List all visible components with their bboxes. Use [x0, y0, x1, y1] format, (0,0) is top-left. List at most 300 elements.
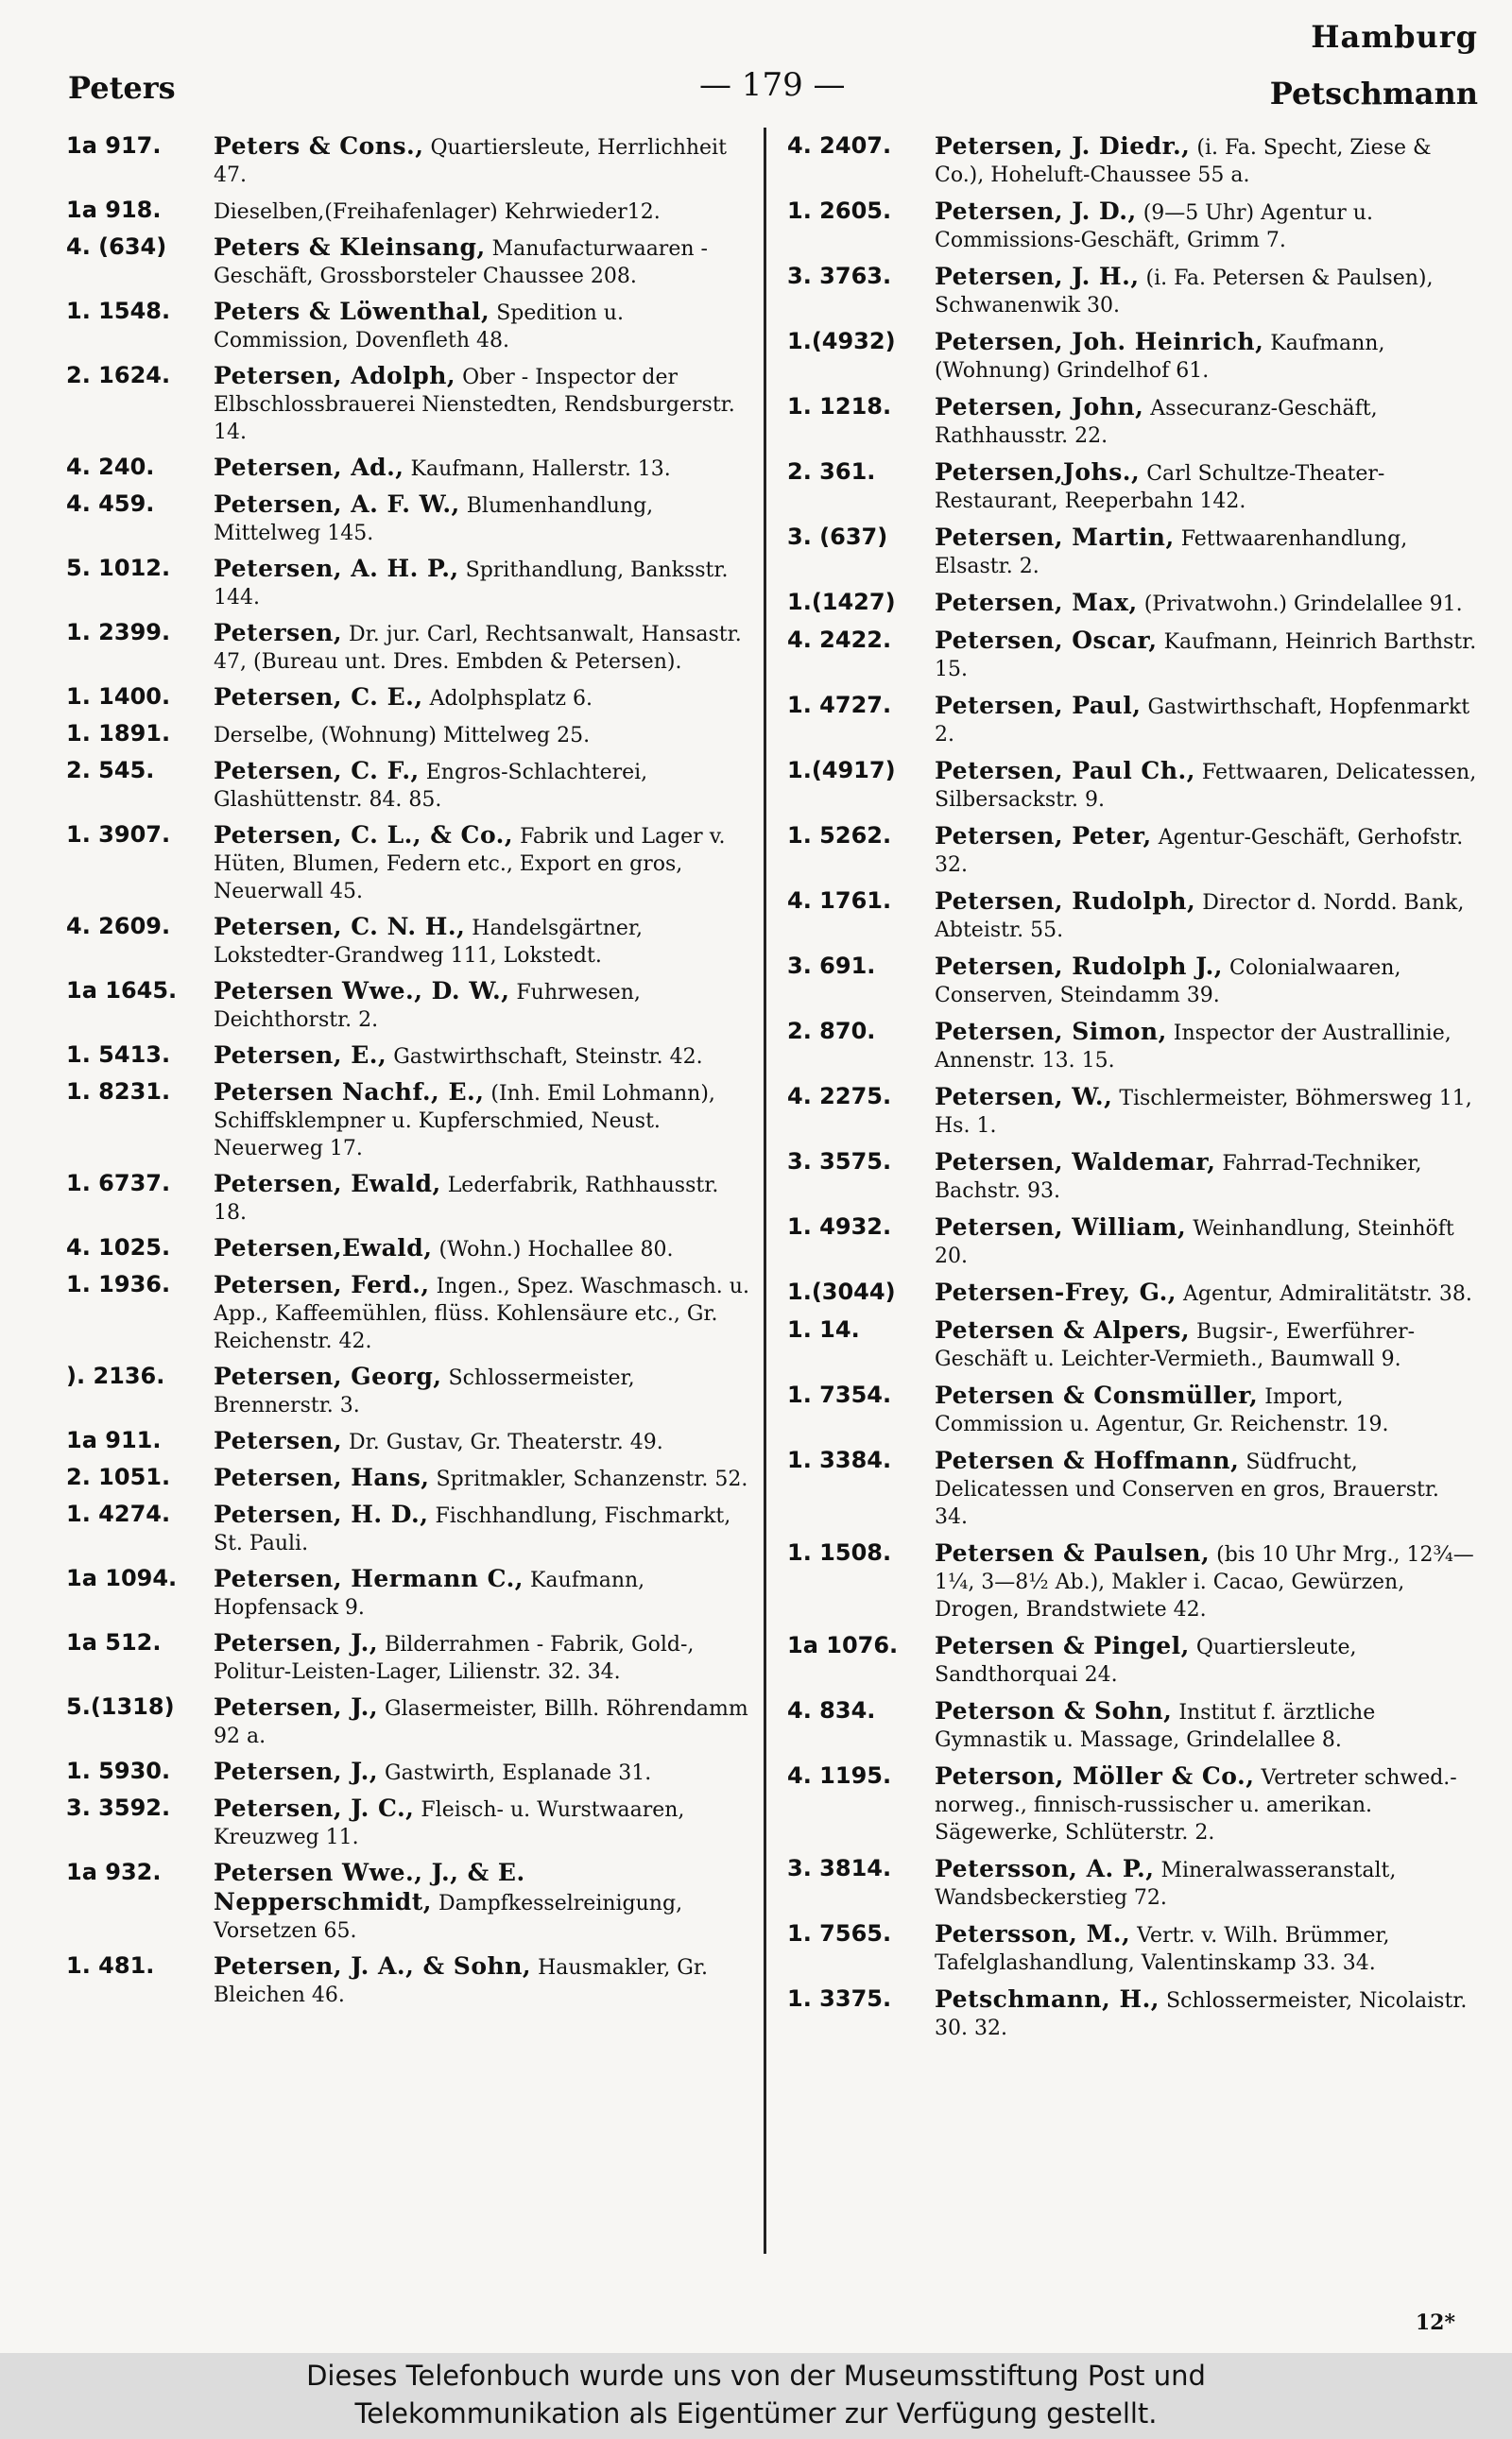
subscriber-name: Petersen, J. Diedr.,: [935, 132, 1191, 160]
directory-entry: [66, 362, 751, 446]
entry-text: [927, 692, 1477, 748]
directory-entry: [66, 619, 751, 676]
phone-number: 1. 5413.: [66, 1041, 171, 1068]
subscriber-details: Gastwirth, Esplanade 31.: [385, 1761, 652, 1785]
entry-text: [927, 1697, 1477, 1754]
entry-text: [927, 887, 1477, 944]
phone-number: 1a 932.: [66, 1859, 162, 1885]
phone-number: 1. 4274.: [66, 1501, 171, 1527]
entry-text: [927, 953, 1477, 1009]
subscriber-name: Petersen, J. D.,: [935, 198, 1137, 225]
phone-number: 1. 7354.: [787, 1382, 892, 1408]
entry-text: [206, 720, 751, 749]
left-column: [66, 132, 751, 2017]
directory-entry: [66, 821, 751, 905]
entry-text: [206, 1565, 751, 1622]
phone-number: 1.(1427): [787, 589, 896, 615]
directory-entry: [787, 1083, 1477, 1140]
phone-number: 1. 2605.: [787, 198, 892, 224]
entry-text: [206, 132, 751, 189]
entry-text: [927, 1279, 1477, 1308]
directory-entry: [66, 1041, 751, 1071]
subscriber-name: Petersen, Peter,: [935, 822, 1152, 850]
directory-entry: [66, 1629, 751, 1686]
directory-entry: [787, 627, 1477, 683]
subscriber-details: Vertreter schwed.-norweg., finnisch-russischer u. amerikan. Sägewerke, Schlüterstr. 2.: [935, 1766, 1457, 1845]
subscriber-name: Petersen & Pingel,: [935, 1632, 1190, 1659]
subscriber-details: Glasermeister, Billh. Röhrendamm 92 a.: [214, 1697, 748, 1748]
directory-entry: [66, 1952, 751, 2009]
page-number: — 179 —: [699, 66, 846, 104]
subscriber-details: Carl Schultze-Theater-Restaurant, Reeperbahn 142.: [935, 462, 1385, 513]
entry-text: [206, 1693, 751, 1750]
entry-text: [927, 822, 1477, 879]
directory-entry: [66, 1693, 751, 1750]
entry-text: [206, 298, 751, 354]
running-head-left: Peters: [68, 70, 176, 106]
phone-number: 3. (637): [787, 524, 888, 550]
subscriber-name: Petersen-Frey, G.,: [935, 1279, 1177, 1306]
entry-text: [206, 1501, 751, 1557]
subscriber-name: Petersen, John,: [935, 393, 1144, 421]
entry-text: [206, 197, 751, 226]
entry-text: [206, 362, 751, 446]
directory-entry: [787, 393, 1477, 450]
entry-text: [927, 1083, 1477, 1140]
directory-entry: [66, 1078, 751, 1162]
subscriber-name: Petersen, J. C.,: [214, 1795, 415, 1822]
directory-entry: [66, 757, 751, 814]
subscriber-details: Handelsgärtner, Lokstedter-Grandweg 111, Lokstedt.: [214, 917, 644, 968]
phone-number: 4. 459.: [66, 490, 155, 517]
phone-number: 5. 1012.: [66, 555, 171, 581]
subscriber-details: Vertr. v. Wilh. Brümmer, Tafelglashandlung, Valentinskamp 33. 34.: [935, 1924, 1390, 1975]
subscriber-details: Kaufmann, Heinrich Barthstr. 15.: [935, 630, 1477, 681]
directory-entry: [66, 683, 751, 713]
subscriber-name: Petersen, Georg,: [214, 1363, 442, 1390]
directory-entry: [787, 1447, 1477, 1531]
subscriber-name: Petersen Nachf., E.,: [214, 1078, 485, 1106]
phone-number: 2. 1624.: [66, 362, 171, 388]
subscriber-details: Derselbe, (Wohnung) Mittelweg 25.: [214, 724, 591, 747]
entry-text: [206, 913, 751, 970]
directory-entry: [787, 1213, 1477, 1270]
subscriber-name: Petersen,: [214, 1427, 343, 1454]
subscriber-details: Tischlermeister, Böhmersweg 11, Hs. 1.: [935, 1087, 1472, 1138]
directory-entry: [787, 953, 1477, 1009]
phone-number: 1.(4917): [787, 757, 896, 783]
directory-entry: [787, 1018, 1477, 1074]
phone-number: 1a 1645.: [66, 977, 178, 1004]
subscriber-name: Peters & Cons.,: [214, 132, 424, 160]
entry-text: [927, 393, 1477, 450]
directory-entry: [787, 692, 1477, 748]
subscriber-name: Petschmann, H.,: [935, 1985, 1160, 2013]
subscriber-name: Petersen, J. H.,: [935, 263, 1140, 290]
directory-entry: [66, 1427, 751, 1456]
subscriber-details: (i. Fa. Specht, Ziese & Co.), Hoheluft-Chaussee 55 a.: [935, 136, 1432, 187]
directory-entry: [66, 1363, 751, 1419]
directory-entry: [66, 1758, 751, 1787]
phone-number: 1a 1076.: [787, 1632, 899, 1658]
entry-text: [927, 1316, 1477, 1373]
subscriber-name: Petersen,: [214, 619, 343, 646]
subscriber-name: Petersen, Oscar,: [935, 627, 1158, 654]
entry-text: [206, 1427, 751, 1456]
directory-entry: [787, 132, 1477, 189]
subscriber-name: Petersen, William,: [935, 1213, 1187, 1241]
phone-number: 5.(1318): [66, 1693, 175, 1720]
subscriber-name: Petersen, C. F.,: [214, 757, 420, 784]
subscriber-details: Fahrrad-Techniker, Bachstr. 93.: [935, 1152, 1422, 1203]
subscriber-name: Peters & Löwenthal,: [214, 298, 490, 325]
directory-entry: [66, 233, 751, 290]
signature-mark: 12*: [1415, 2310, 1455, 2335]
directory-entry: [787, 328, 1477, 385]
directory-entry: [787, 524, 1477, 580]
directory-entry: [66, 977, 751, 1034]
subscriber-details: Director d. Nordd. Bank, Abteistr. 55.: [935, 891, 1465, 942]
subscriber-details: Ober - Inspector der Elbschlossbrauerei Nienstedten, Rendsburgerstr. 14.: [214, 366, 735, 444]
directory-entry: [787, 1697, 1477, 1754]
phone-number: 2. 870.: [787, 1018, 876, 1044]
directory-entry: [787, 1316, 1477, 1373]
subscriber-details: Adolphsplatz 6.: [429, 687, 593, 711]
subscriber-details: Import, Commission u. Agentur, Gr. Reichenstr. 19.: [935, 1385, 1389, 1436]
entry-text: [206, 683, 751, 713]
subscriber-name: Petersson, A. P.,: [935, 1855, 1155, 1882]
phone-number: 1. 481.: [66, 1952, 155, 1979]
subscriber-name: Petersen, A. H. P.,: [214, 555, 459, 582]
subscriber-details: Engros-Schlachterei, Glashüttenstr. 84. 85.: [214, 761, 648, 812]
directory-entry: [787, 458, 1477, 515]
directory-entry: [787, 1539, 1477, 1623]
phone-number: 1. 1936.: [66, 1271, 171, 1297]
subscriber-name: Petersen, Paul,: [935, 692, 1142, 719]
phone-number: 1. 5930.: [66, 1758, 171, 1784]
entry-text: [927, 1447, 1477, 1531]
phone-number: 4. 2407.: [787, 132, 892, 159]
directory-entry: [787, 589, 1477, 618]
phone-number: 2. 361.: [787, 458, 876, 485]
entry-text: [927, 1920, 1477, 1977]
entry-text: [927, 589, 1477, 618]
entry-text: [206, 977, 751, 1034]
directory-entry: [66, 1501, 751, 1557]
subscriber-name: Petersen Wwe., D. W.,: [214, 977, 510, 1005]
subscriber-name: Petersen, Rudolph,: [935, 887, 1196, 915]
subscriber-details: Ingen., Spez. Waschmasch. u. App., Kaffeemühlen, flüss. Kohlensäure etc., Gr. Reichenstr. 42.: [214, 1275, 749, 1353]
entry-text: [206, 1271, 751, 1355]
subscriber-details: Dr. jur. Carl, Rechtsanwalt, Hansastr. 47, (Bureau unt. Dres. Embden & Petersen).: [214, 623, 742, 674]
phone-number: 1a 911.: [66, 1427, 162, 1453]
phone-number: 1. 6737.: [66, 1170, 171, 1196]
subscriber-details: Bilderrahmen - Fabrik, Gold-, Politur-Leisten-Lager, Lilienstr. 32. 34.: [214, 1633, 695, 1684]
directory-entry: [66, 454, 751, 483]
entry-text: [927, 1632, 1477, 1689]
subscriber-details: Manufacturwaaren - Geschäft, Grossborsteler Chaussee 208.: [214, 237, 708, 288]
entry-text: [206, 1758, 751, 1787]
subscriber-details: (9—5 Uhr) Agentur u. Commissions-Geschäft, Grimm 7.: [935, 201, 1373, 252]
subscriber-details: (Wohn.) Hochallee 80.: [438, 1238, 674, 1262]
phone-number: 1. 8231.: [66, 1078, 171, 1105]
entry-text: [206, 1041, 751, 1071]
subscriber-details: Assecuranz-Geschäft, Rathhausstr. 22.: [935, 397, 1378, 448]
directory-entry: [66, 1795, 751, 1851]
phone-number: 4. 1195.: [787, 1762, 892, 1789]
subscriber-details: Weinhandlung, Steinhöft 20.: [935, 1217, 1454, 1268]
entry-text: [206, 1234, 751, 1263]
phone-number: 2. 1051.: [66, 1464, 171, 1490]
entry-text: [927, 627, 1477, 683]
footer-line-1: Dieses Telefonbuch wurde uns von der Museumsstiftung Post und: [306, 2360, 1206, 2392]
entry-text: [927, 1762, 1477, 1846]
phone-number: 4. 2422.: [787, 627, 892, 653]
phone-number: 4. 2609.: [66, 913, 171, 939]
entry-text: [927, 458, 1477, 515]
subscriber-details: Agentur-Geschäft, Gerhofstr. 32.: [935, 826, 1464, 877]
entry-text: [206, 1363, 751, 1419]
entry-text: [927, 524, 1477, 580]
right-column: [787, 132, 1477, 2051]
phone-number: 1. 1891.: [66, 720, 171, 747]
entry-text: [927, 198, 1477, 254]
entry-text: [927, 1539, 1477, 1623]
subscriber-name: Petersson, M.,: [935, 1920, 1131, 1948]
phone-number: 1. 1218.: [787, 393, 892, 420]
subscriber-name: Petersen, W.,: [935, 1083, 1113, 1110]
subscriber-details: Fettwaarenhandlung, Elsastr. 2.: [935, 527, 1408, 578]
subscriber-name: Petersen, A. F. W.,: [214, 490, 460, 518]
subscriber-name: Petersen, Hans,: [214, 1464, 430, 1491]
subscriber-name: Petersen & Paulsen,: [935, 1539, 1211, 1567]
entry-text: [927, 1855, 1477, 1912]
entry-text: [927, 1018, 1477, 1074]
subscriber-name: Petersen, J. A., & Sohn,: [214, 1952, 532, 1980]
phone-number: 1. 7565.: [787, 1920, 892, 1947]
phone-number: 1a 917.: [66, 132, 162, 159]
running-head-right: Petschmann: [1269, 76, 1478, 112]
directory-entry: [66, 490, 751, 547]
subscriber-details: Fleisch- u. Wurstwaaren, Kreuzweg 11.: [214, 1798, 685, 1849]
subscriber-details: Schlossermeister, Brennerstr. 3.: [214, 1366, 635, 1417]
phone-number: 4. 1025.: [66, 1234, 171, 1261]
phone-number: 4. 2275.: [787, 1083, 892, 1109]
directory-entry: [787, 1148, 1477, 1205]
entry-text: [206, 233, 751, 290]
directory-entry: [66, 555, 751, 611]
phone-number: 1a 1094.: [66, 1565, 178, 1591]
subscriber-details: Fuhrwesen, Deichthorstr. 2.: [214, 981, 641, 1032]
phone-number: 1.(4932): [787, 328, 896, 354]
directory-entry: [66, 1234, 751, 1263]
entry-text: [206, 821, 751, 905]
phone-number: 1. 3384.: [787, 1447, 892, 1473]
subscriber-details: Hausmakler, Gr. Bleichen 46.: [214, 1956, 708, 2007]
phone-number: 1a 918.: [66, 197, 162, 223]
phone-number: 1. 4727.: [787, 692, 892, 718]
subscriber-name: Petersen,Johs.,: [935, 458, 1141, 486]
directory-entry: [787, 1920, 1477, 1977]
directory-entry: [787, 887, 1477, 944]
subscriber-name: Petersen, E.,: [214, 1041, 387, 1069]
directory-entry: [66, 1271, 751, 1355]
entry-text: [206, 757, 751, 814]
directory-entry: [66, 1464, 751, 1493]
entry-text: [927, 328, 1477, 385]
entry-text: [927, 263, 1477, 319]
subscriber-details: Südfrucht, Delicatessen und Conserven en gros, Brauerstr. 34.: [935, 1451, 1439, 1529]
phone-number: 3. 3814.: [787, 1855, 892, 1881]
entry-text: [206, 1078, 751, 1162]
subscriber-details: Kaufmann, (Wohnung) Grindelhof 61.: [935, 332, 1385, 383]
subscriber-name: Peterson & Sohn,: [935, 1697, 1173, 1725]
entry-text: [206, 454, 751, 483]
entry-text: [927, 1985, 1477, 2042]
subscriber-details: Quartiersleute, Sandthorquai 24.: [935, 1636, 1357, 1687]
subscriber-name: Petersen, Ferd.,: [214, 1271, 430, 1298]
subscriber-details: Gastwirthschaft, Steinstr. 42.: [393, 1045, 703, 1069]
subscriber-name: Petersen Wwe., J., & E. Nepperschmidt,: [214, 1859, 525, 1915]
subscriber-name: Petersen, Max,: [935, 589, 1138, 616]
directory-entry: [787, 1279, 1477, 1308]
phone-number: 4. 240.: [66, 454, 155, 480]
directory-entry: [787, 757, 1477, 814]
phone-number: 1.(3044): [787, 1279, 896, 1305]
subscriber-details: (i. Fa. Petersen & Paulsen), Schwanenwik 30.: [935, 266, 1434, 318]
entry-text: [927, 1213, 1477, 1270]
entry-text: [206, 1170, 751, 1227]
subscriber-details: Lederfabrik, Rathhausstr. 18.: [214, 1174, 719, 1225]
subscriber-details: Dampfkesselreinigung, Vorsetzen 65.: [214, 1892, 683, 1943]
subscriber-details: Fischhandlung, Fischmarkt, St. Pauli.: [214, 1504, 731, 1555]
phone-number: 2. 545.: [66, 757, 155, 783]
entry-text: [927, 132, 1477, 189]
subscriber-name: Petersen, Ewald,: [214, 1170, 441, 1197]
phone-number: 1. 1548.: [66, 298, 171, 324]
phone-number: 1. 4932.: [787, 1213, 892, 1240]
entry-text: [927, 757, 1477, 814]
subscriber-name: Petersen, Adolph,: [214, 362, 456, 389]
subscriber-name: Petersen, Waldemar,: [935, 1148, 1216, 1176]
directory-entry: [787, 198, 1477, 254]
directory-entry: [787, 1985, 1477, 2042]
subscriber-details: Gastwirthschaft, Hopfenmarkt 2.: [935, 696, 1470, 747]
entry-text: [927, 1148, 1477, 1205]
subscriber-details: Institut f. ärztliche Gymnastik u. Massage, Grindelallee 8.: [935, 1701, 1376, 1752]
directory-entry: [66, 1170, 751, 1227]
directory-entry: [66, 1565, 751, 1622]
phone-number: 3. 3575.: [787, 1148, 892, 1175]
subscriber-details: Dieselben,(Freihafenlager) Kehrwieder12.: [214, 200, 661, 224]
entry-text: [206, 490, 751, 547]
phone-number: 3. 3763.: [787, 263, 892, 289]
directory-entry: [787, 1632, 1477, 1689]
phone-number: 3. 691.: [787, 953, 876, 979]
entry-text: [206, 1629, 751, 1686]
subscriber-name: Petersen, Simon,: [935, 1018, 1167, 1045]
subscriber-name: Petersen, Hermann C.,: [214, 1565, 524, 1592]
subscriber-details: Fettwaaren, Delicatessen, Silbersackstr. 9.: [935, 761, 1477, 812]
directory-entry: [787, 263, 1477, 319]
subscriber-name: Petersen, C. E.,: [214, 683, 423, 711]
phone-number: 1. 5262.: [787, 822, 892, 849]
entry-text: [206, 555, 751, 611]
subscriber-details: Blumenhandlung, Mittelweg 145.: [214, 494, 654, 545]
subscriber-details: Spedition u. Commission, Dovenfleth 48.: [214, 301, 624, 352]
subscriber-name: Petersen, Rudolph J.,: [935, 953, 1223, 980]
directory-entry: [66, 197, 751, 226]
phone-number: ). 2136.: [66, 1363, 165, 1389]
subscriber-name: Petersen & Consmüller,: [935, 1382, 1259, 1409]
subscriber-details: Agentur, Admiralitätstr. 38.: [1183, 1282, 1472, 1306]
subscriber-name: Peters & Kleinsang,: [214, 233, 486, 261]
archive-footer: [0, 2353, 1512, 2439]
subscriber-name: Petersen, Martin,: [935, 524, 1175, 551]
subscriber-name: Petersen & Alpers,: [935, 1316, 1191, 1344]
subscriber-name: Petersen, Joh. Heinrich,: [935, 328, 1264, 355]
phone-number: 1. 1508.: [787, 1539, 892, 1566]
subscriber-details: Inspector der Australlinie, Annenstr. 13. 15.: [935, 1022, 1452, 1073]
subscriber-name: Petersen, Paul Ch.,: [935, 757, 1195, 784]
phone-number: 3. 3592.: [66, 1795, 171, 1821]
column-divider: [764, 128, 766, 2254]
subscriber-details: Mineralwasseranstalt, Wandsbeckerstieg 72.: [935, 1859, 1397, 1910]
city-heading: Hamburg: [1311, 19, 1478, 55]
entry-text: [206, 619, 751, 676]
subscriber-details: (Inh. Emil Lohmann), Schiffsklempner u. Kupferschmied, Neust. Neuerweg 17.: [214, 1082, 715, 1160]
subscriber-name: Petersen, J.,: [214, 1693, 379, 1721]
subscriber-name: Petersen & Hoffmann,: [935, 1447, 1240, 1474]
entry-text: [206, 1952, 751, 2009]
subscriber-name: Petersen,Ewald,: [214, 1234, 433, 1262]
subscriber-details: Sprithandlung, Banksstr. 144.: [214, 558, 729, 610]
entry-text: [206, 1464, 751, 1493]
subscriber-details: Schlossermeister, Nicolaistr. 30. 32.: [935, 1989, 1468, 2040]
subscriber-details: Colonialwaaren, Conserven, Steindamm 39.: [935, 956, 1401, 1007]
subscriber-details: Kaufmann, Hallerstr. 13.: [410, 457, 671, 481]
phone-number: 1. 14.: [787, 1316, 860, 1343]
phone-number: 1. 3907.: [66, 821, 171, 848]
directory-entry: [66, 720, 751, 749]
directory-entry: [66, 132, 751, 189]
subscriber-details: Quartiersleute, Herrlichheit 47.: [214, 136, 727, 187]
directory-entry: [66, 913, 751, 970]
directory-entry: [787, 1855, 1477, 1912]
subscriber-name: Petersen, C. N. H.,: [214, 913, 466, 940]
subscriber-name: Petersen, J.,: [214, 1758, 379, 1785]
phone-number: 1. 3375.: [787, 1985, 892, 2012]
phone-number: 1a 512.: [66, 1629, 162, 1656]
phone-number: 1. 2399.: [66, 619, 171, 645]
phone-number: 4. 834.: [787, 1697, 876, 1724]
entry-text: [927, 1382, 1477, 1438]
entry-text: [206, 1795, 751, 1851]
subscriber-name: Peterson, Möller & Co.,: [935, 1762, 1255, 1790]
subscriber-details: Kaufmann, Hopfensack 9.: [214, 1569, 645, 1620]
subscriber-name: Petersen, J.,: [214, 1629, 379, 1657]
subscriber-details: Spritmakler, Schanzenstr. 52.: [436, 1468, 748, 1491]
directory-entry: [66, 298, 751, 354]
subscriber-name: Petersen, Ad.,: [214, 454, 404, 481]
phone-number: 4. (634): [66, 233, 167, 260]
subscriber-details: Dr. Gustav, Gr. Theaterstr. 49.: [349, 1431, 663, 1454]
directory-entry: [787, 822, 1477, 879]
subscriber-details: Fabrik und Lager v. Hüten, Blumen, Federn etc., Export en gros, Neuerwall 45.: [214, 825, 726, 903]
subscriber-name: Petersen, H. D.,: [214, 1501, 429, 1528]
subscriber-details: (bis 10 Uhr Mrg., 12¾—1¼, 3—8½ Ab.), Makler i. Cacao, Gewürzen, Drogen, Brandstwiete 42.: [935, 1543, 1474, 1622]
subscriber-details: (Privatwohn.) Grindelallee 91.: [1143, 593, 1463, 616]
